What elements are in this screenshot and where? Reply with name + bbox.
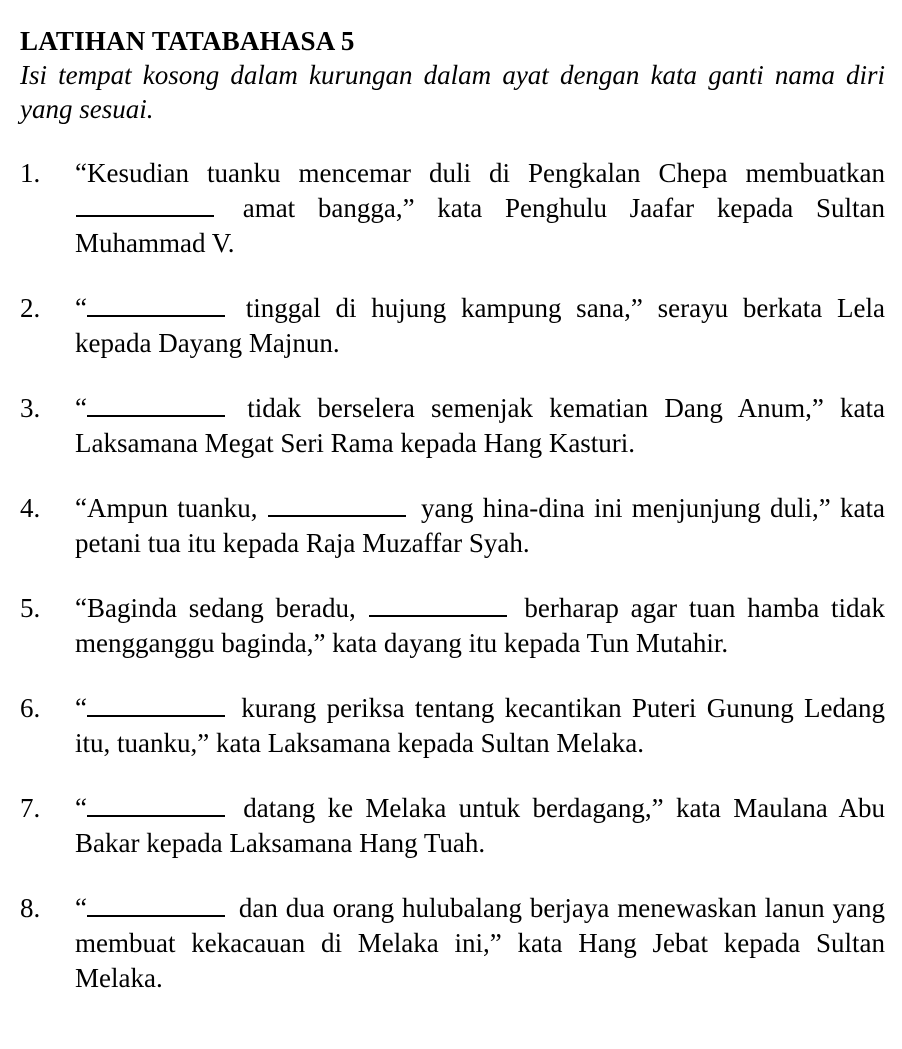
question-number: 7. [20, 793, 41, 823]
answer-blank[interactable] [87, 295, 225, 317]
answer-blank[interactable] [87, 695, 225, 717]
question-text-after: berharap agar tuan hamba tidak mengganggu baginda,” kata dayang itu kepada Tun Mutahir. [75, 593, 885, 658]
question-item [20, 491, 885, 561]
question-text-after: datang ke Melaka untuk berdagang,” kata Maulana Abu Bakar kepada Laksamana Hang Tuah. [75, 793, 885, 858]
question-text-before: “Ampun tuanku, [75, 493, 267, 523]
answer-blank[interactable] [369, 595, 507, 617]
question-item [20, 156, 885, 261]
question-text-after: kurang periksa tentang kecantikan Puteri Gunung Ledang itu, tuanku,” kata Laksamana kepada Sultan Melaka. [75, 693, 885, 758]
question-number: 3. [20, 393, 41, 423]
question-number: 8. [20, 893, 41, 923]
question-number: 4. [20, 493, 41, 523]
question-text-after: tinggal di hujung kampung sana,” serayu berkata Lela kepada Dayang Majnun. [75, 293, 885, 358]
question-item [20, 591, 885, 661]
answer-blank[interactable] [87, 895, 225, 917]
question-item [20, 291, 885, 361]
question-text-before: “ [75, 893, 87, 923]
question-text-before: “ [75, 393, 87, 423]
question-text-before: “Baginda sedang beradu, [75, 593, 368, 623]
answer-blank[interactable] [87, 795, 225, 817]
worksheet-instruction: Isi tempat kosong dalam kurungan dalam ayat dengan kata ganti nama diri yang sesuai. [20, 60, 885, 124]
question-list [20, 156, 885, 996]
question-number: 6. [20, 693, 41, 723]
question-item [20, 691, 885, 761]
question-text-after: yang hina-dina ini menjunjung duli,” kata petani tua itu kepada Raja Muzaffar Syah. [75, 493, 885, 558]
question-text-before: “ [75, 293, 87, 323]
answer-blank[interactable] [268, 495, 406, 517]
question-number: 2. [20, 293, 41, 323]
question-text-before: “Kesudian tuanku mencemar duli di Pengkalan Chepa membuatkan [75, 158, 885, 188]
answer-blank[interactable] [76, 195, 214, 217]
question-number: 1. [20, 158, 41, 188]
question-item [20, 791, 885, 861]
question-text-before: “ [75, 793, 87, 823]
answer-blank[interactable] [87, 395, 225, 417]
question-item [20, 391, 885, 461]
question-text-after: amat bangga,” kata Penghulu Jaafar kepada Sultan Muhammad V. [75, 193, 885, 258]
worksheet-title: LATIHAN TATABAHASA 5 [20, 26, 355, 56]
question-number: 5. [20, 593, 41, 623]
question-item [20, 891, 885, 996]
question-text-before: “ [75, 693, 87, 723]
question-text-after: tidak berselera semenjak kematian Dang Anum,” kata Laksamana Megat Seri Rama kepada Hang Kasturi. [75, 393, 885, 458]
question-text-after: dan dua orang hulubalang berjaya menewaskan lanun yang membuat kekacauan di Melaka ini,” kata Hang Jebat kepada Sultan Melaka. [75, 893, 885, 993]
